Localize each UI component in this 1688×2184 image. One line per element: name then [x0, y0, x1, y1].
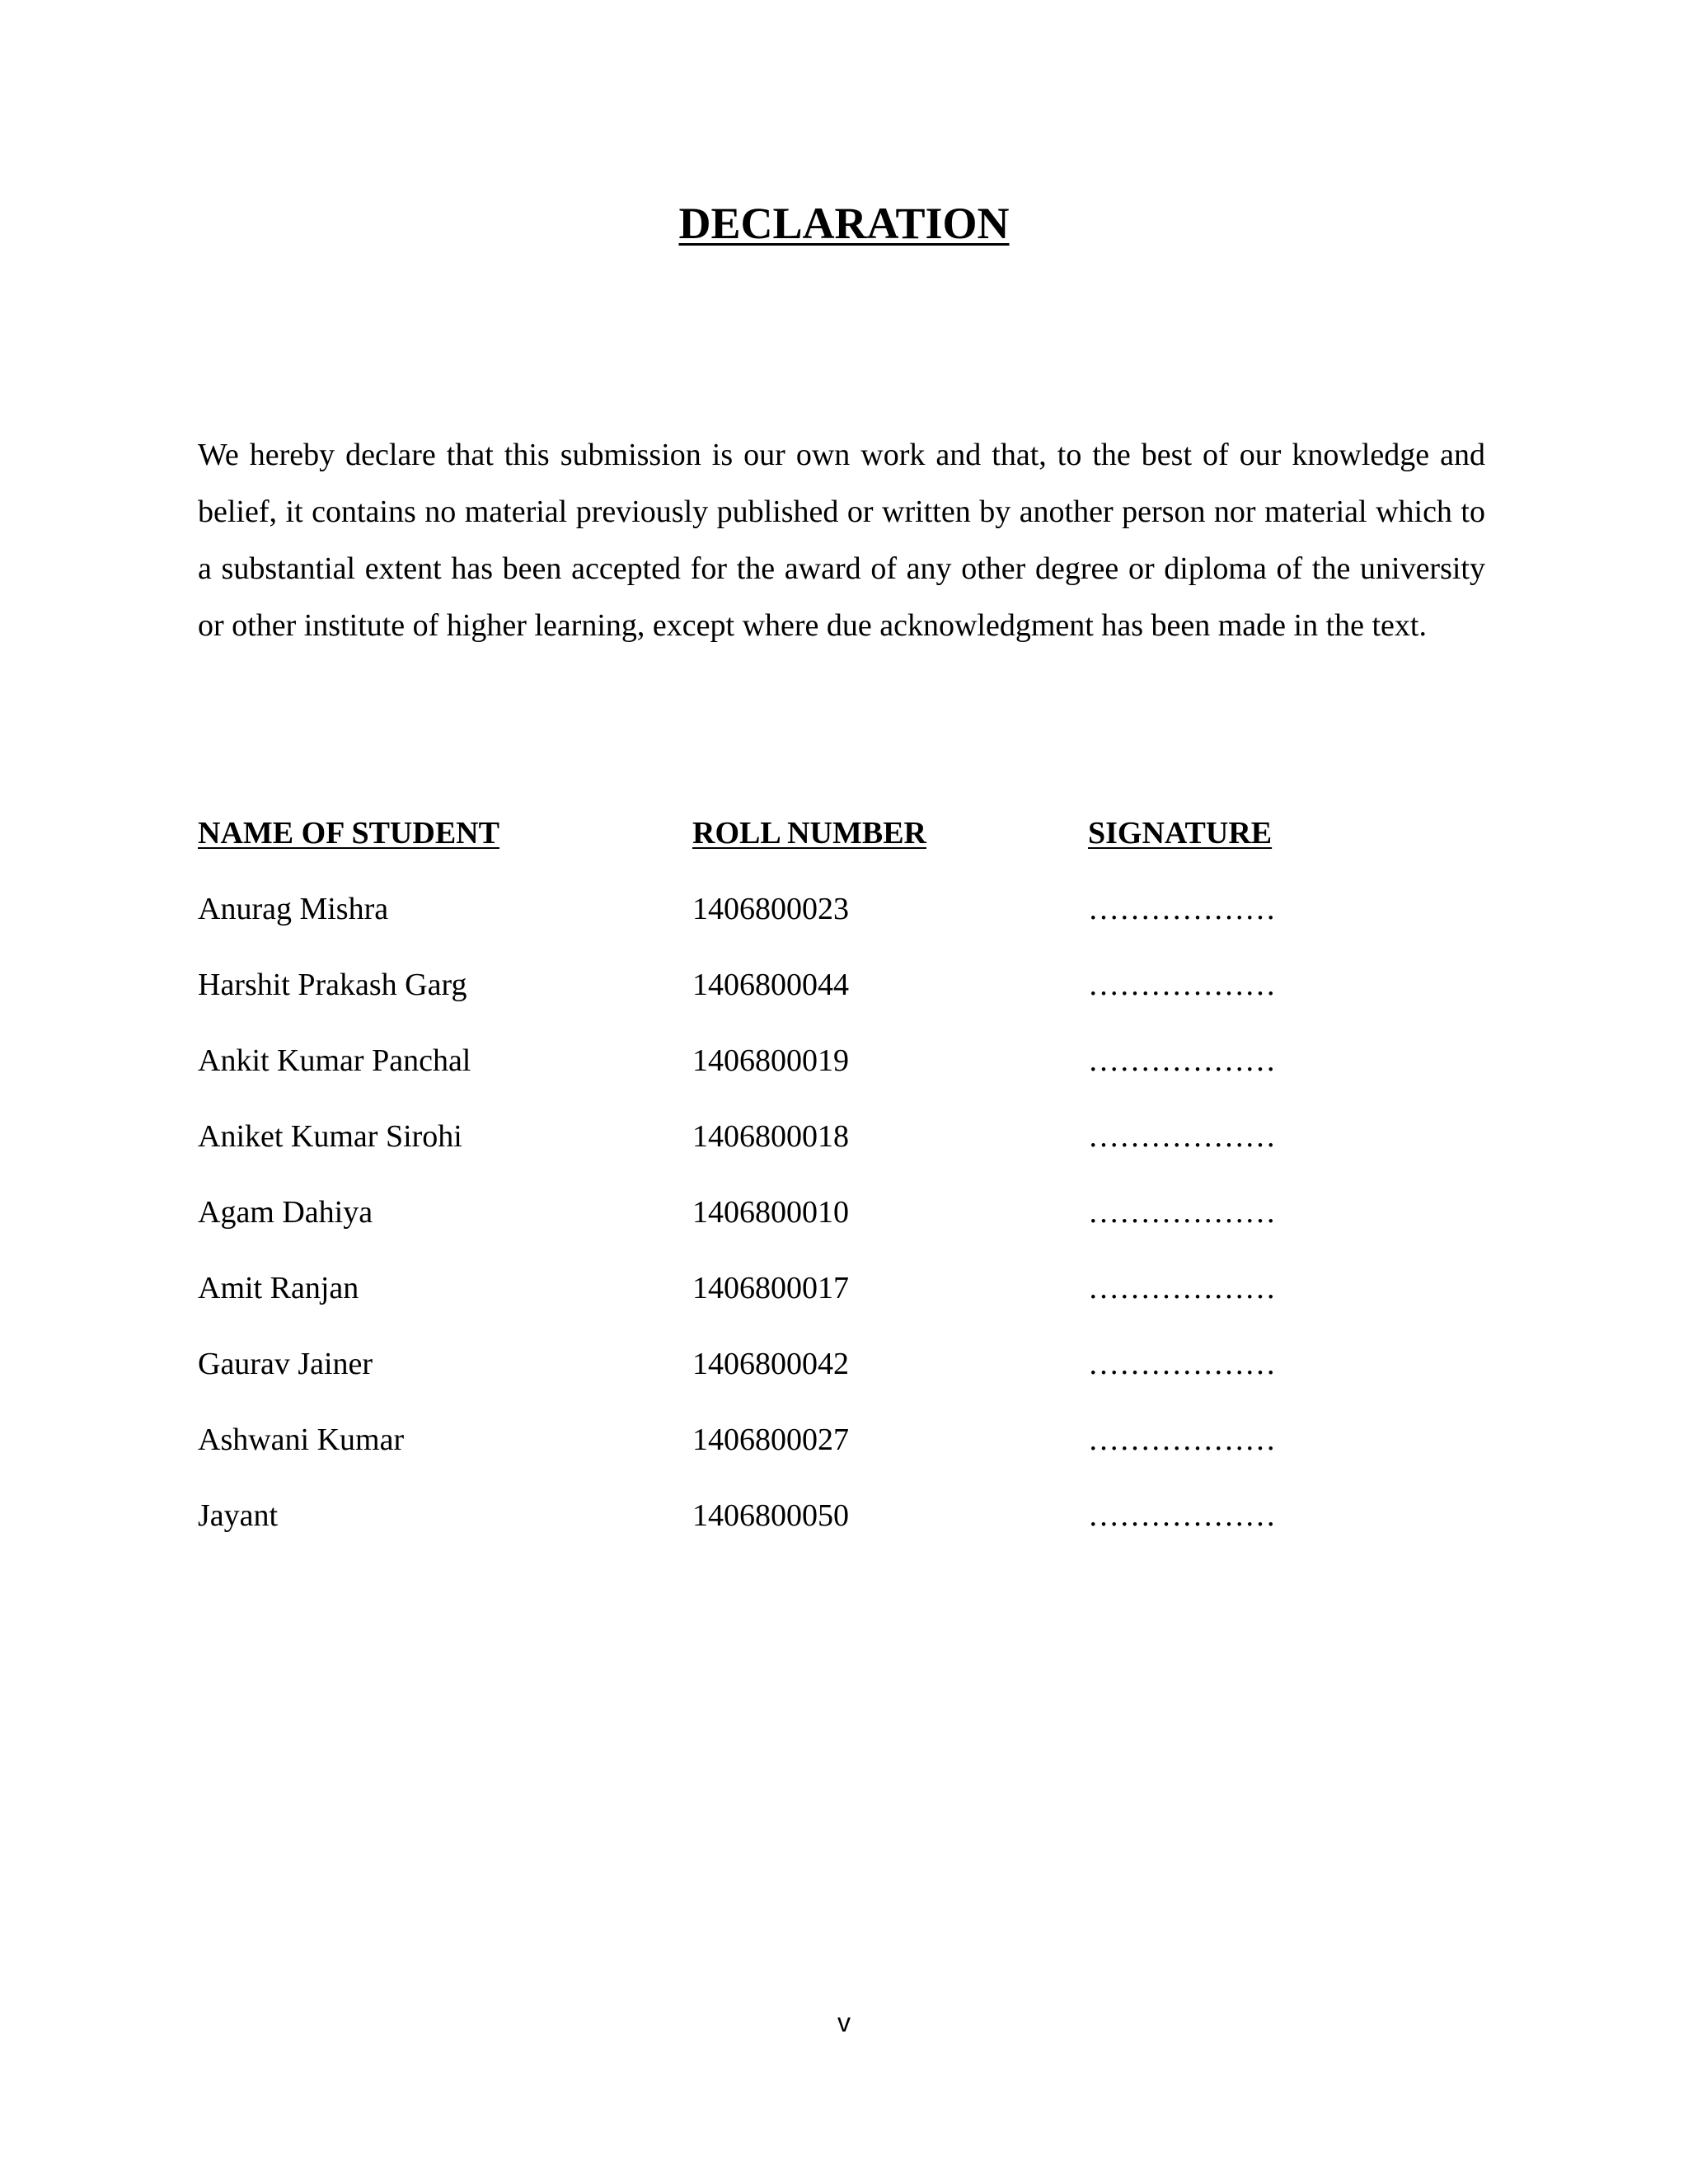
student-name: Agam Dahiya: [198, 1195, 373, 1230]
roll-number: 1406800019: [692, 1043, 849, 1078]
table-row: [198, 1418, 1352, 1494]
header-name-of-student: NAME OF STUDENT: [198, 816, 499, 851]
signature-line: ………………: [1088, 1119, 1276, 1154]
table-row: [198, 1039, 1352, 1115]
roll-number: 1406800044: [692, 968, 849, 1002]
page-title: DECLARATION: [678, 199, 1010, 248]
table-row: [198, 1494, 1352, 1570]
student-name: Aniket Kumar Sirohi: [198, 1119, 462, 1154]
roll-number: 1406800042: [692, 1347, 849, 1381]
roll-number: 1406800023: [692, 892, 849, 926]
signature-line: ………………: [1088, 1271, 1276, 1305]
student-name: Gaurav Jainer: [198, 1347, 373, 1381]
signature-line: ………………: [1088, 1195, 1276, 1230]
signature-line: ………………: [1088, 892, 1276, 926]
student-name: Jayant: [198, 1498, 279, 1533]
signature-line: ………………: [1088, 1347, 1276, 1381]
table-row: [198, 1115, 1352, 1191]
student-name: Ankit Kumar Panchal: [198, 1043, 471, 1078]
student-name: Harshit Prakash Garg: [198, 968, 467, 1002]
table-row: [198, 1191, 1352, 1267]
roll-number: 1406800027: [692, 1422, 849, 1457]
signature-line: ………………: [1088, 968, 1276, 1002]
student-table: [198, 812, 1352, 1570]
roll-number: 1406800010: [692, 1195, 849, 1230]
header-roll-number: ROLL NUMBER: [692, 816, 926, 851]
signature-line: ………………: [1088, 1422, 1276, 1457]
roll-number: 1406800050: [692, 1498, 849, 1533]
declaration-paragraph: We hereby declare that this submission is our own work and that, to the best of our knowledge and belief, it contains no material previously published or written by another person nor material which to a substantial extent has been accepted for the award of any other degree or diploma of the university or other institute of higher learning, except where due acknowledgment has been made in the text.: [198, 438, 1485, 643]
student-name: Anurag Mishra: [198, 892, 389, 926]
page-number: v: [837, 2008, 851, 2037]
table-row: [198, 1267, 1352, 1343]
student-name: Amit Ranjan: [198, 1271, 359, 1305]
table-row: [198, 963, 1352, 1039]
roll-number: 1406800018: [692, 1119, 849, 1154]
signature-line: ………………: [1088, 1498, 1276, 1533]
student-name: Ashwani Kumar: [198, 1422, 405, 1457]
table-row: [198, 1343, 1352, 1418]
header-signature: SIGNATURE: [1088, 816, 1273, 851]
table-row: [198, 888, 1352, 963]
roll-number: 1406800017: [692, 1271, 849, 1305]
signature-line: ………………: [1088, 1043, 1276, 1078]
table-header: [198, 812, 1352, 888]
